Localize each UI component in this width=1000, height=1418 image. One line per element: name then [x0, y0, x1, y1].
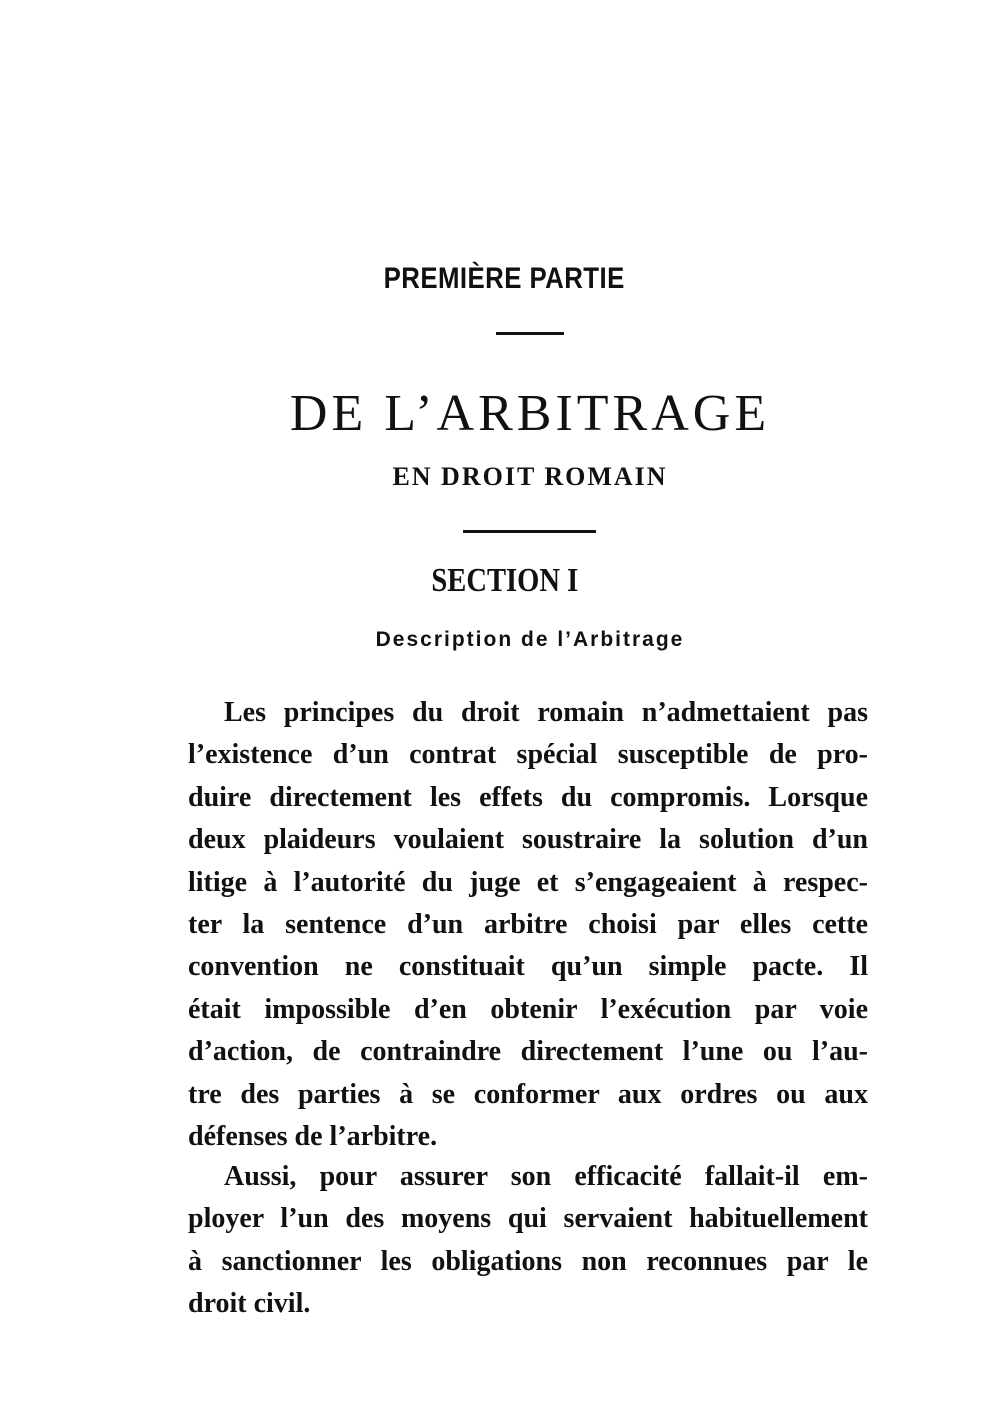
text-line: était impossible d’en obtenir l’exécution par voie	[188, 993, 868, 1025]
text-line: litige à l’autorité du juge et s’engageaient à respec-	[188, 866, 868, 898]
text-line: Aussi, pour assurer son efficacité fallait-il em-	[224, 1161, 868, 1192]
text-line: défenses de l’arbitre.	[188, 1120, 438, 1152]
text-line: ter la sentence d’un arbitre choisi par elles cette	[188, 908, 868, 940]
section-heading: SECTION I	[431, 562, 579, 599]
text-line: tre des parties à se conformer aux ordres ou aux	[188, 1078, 868, 1110]
text-line: à sanctionner les obligations non reconnues par le	[188, 1245, 868, 1277]
text-line: d’action, de contraindre directement l’une ou l’au-	[188, 1036, 868, 1068]
text-line: droit civil.	[188, 1288, 311, 1320]
chapter-title: DE L’ARBITRAGE	[289, 385, 771, 442]
text-line: convention ne constituait qu’un simple pacte. Il	[188, 951, 868, 983]
part-heading: PREMIÈRE PARTIE	[383, 262, 625, 295]
chapter-subtitle: EN DROIT ROMAIN	[392, 462, 668, 491]
paragraph-2	[188, 1156, 868, 1326]
divider-short	[496, 332, 564, 335]
section-title: Description de l’Arbitrage	[375, 628, 685, 651]
text-line: ployer l’un des moyens qui servaient habituellement	[188, 1203, 868, 1235]
text-line: deux plaideurs voulaient soustraire la solution d’un	[188, 824, 868, 856]
text-line: duire directement les effets du compromis. Lorsque	[188, 781, 868, 813]
divider-long	[463, 530, 596, 533]
text-line: l’existence d’un contrat spécial susceptible de pro-	[188, 739, 868, 771]
paragraph-1	[188, 692, 868, 1158]
text-line: Les principes du droit romain n’admettaient pas	[224, 697, 868, 728]
